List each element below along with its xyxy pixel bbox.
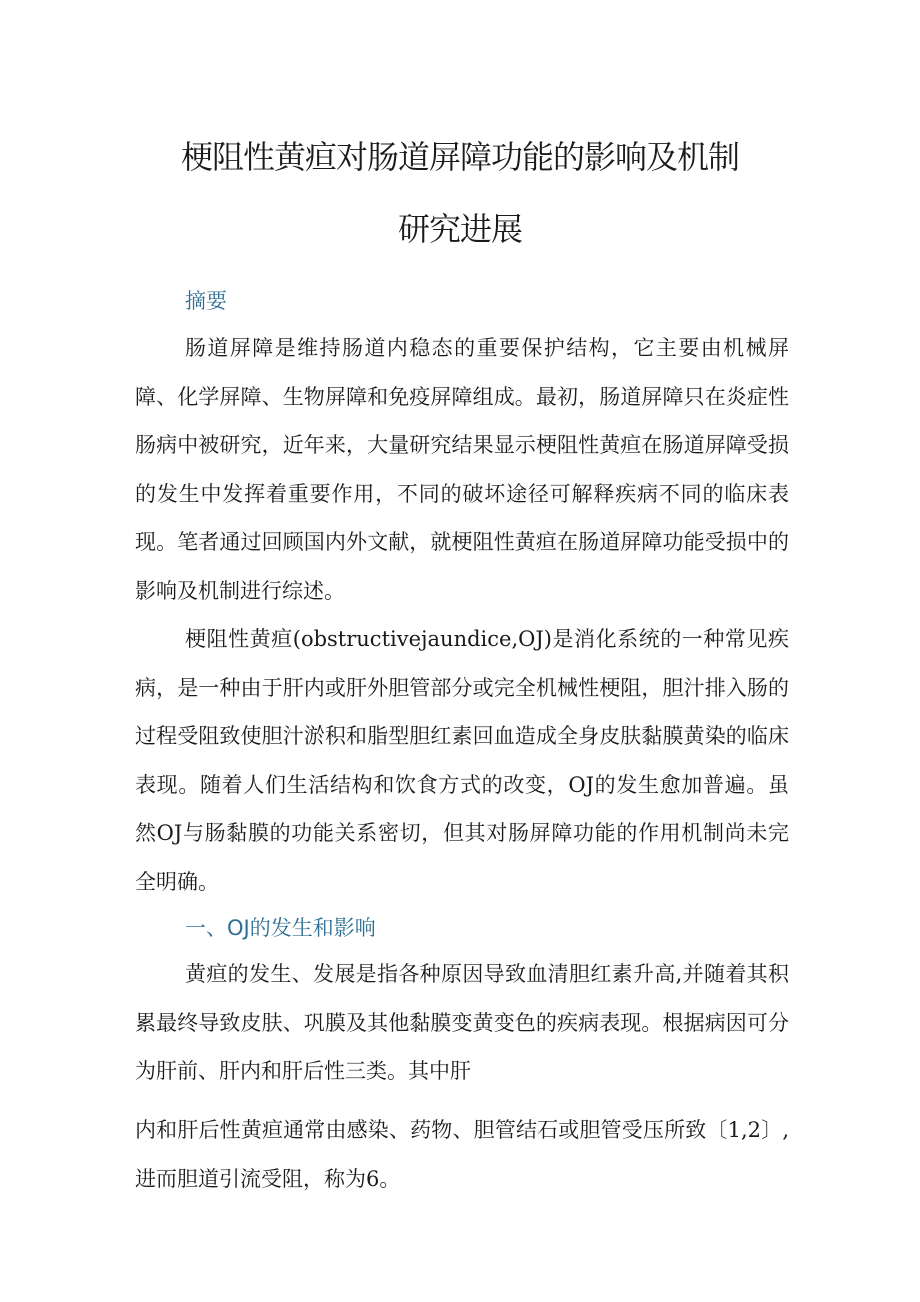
intro-paragraph: 梗阻性黄疸(obstructivejaundice,OJ)是消化系统的一种常见疾病，是一种由于肝内或肝外胆管部分或完全机械性梗阻，胆汁排入肠的过程受阻致使胆汁淤积和脂型胆红素回血造成全身皮肤黏膜黄染的临床表现。随着人们生活结构和饮食方式的改变，OJ的发生愈加普遍。虽然OJ与肠黏膜的功能关系密切，但其对肠屏障功能的作用机制尚未完全明确。 [135, 627, 789, 894]
section-1-paragraph: 黄疸的发生、发展是指各种原因导致血清胆红素升高,并随着其积累最终导致皮肤、巩膜及其他黏膜变黄变色的疾病表现。根据病因可分为肝前、肝内和肝后性三类。其中肝 [135, 962, 789, 1083]
document-title-line-1: 梗阻性黄疸对肠道屏障功能的影响及机制 [180, 138, 739, 176]
abstract-heading: 摘要 [185, 289, 227, 313]
document-title-line-2: 研究进展 [397, 210, 522, 248]
section-1-continuation-paragraph: 内和肝后性黄疸通常由感染、药物、胆管结石或胆管受压所致〔1,2〕,进而胆道引流受阻，称为6。 [135, 1118, 789, 1191]
section-1-heading: 一、OJ的发生和影响 [185, 916, 376, 940]
abstract-paragraph: 肠道屏障是维持肠道内稳态的重要保护结构，它主要由机械屏障、化学屏障、生物屏障和免疫屏障组成。最初，肠道屏障只在炎症性肠病中被研究，近年来，大量研究结果显示梗阻性黄疸在肠道屏障受损的发生中发挥着重要作用，不同的破坏途径可解释疾病不同的临床表现。笔者通过回顾国内外文献，就梗阻性黄疸在肠道屏障功能受损中的影响及机制进行综述。 [135, 336, 789, 603]
